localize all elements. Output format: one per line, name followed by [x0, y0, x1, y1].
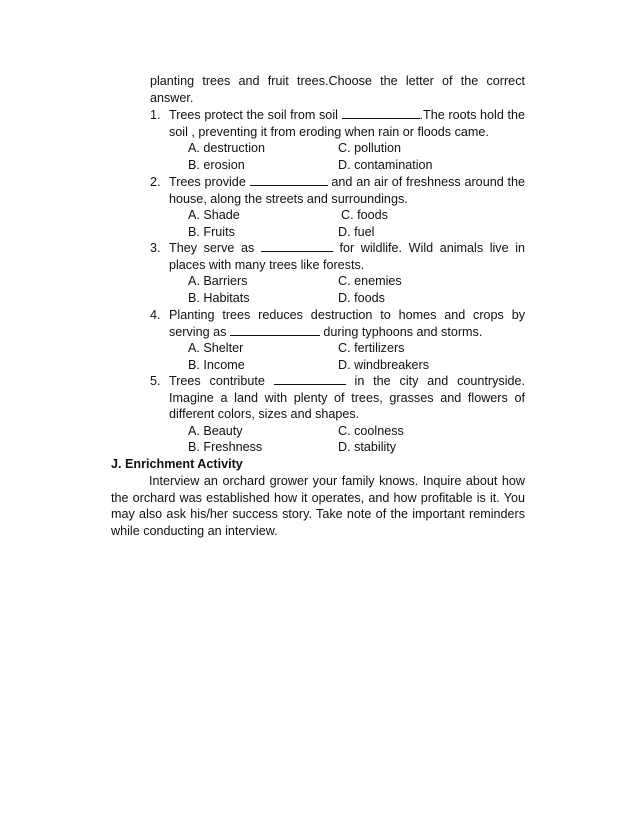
question-stem: Trees protect the soil from soil .The roots hold the soil , preventing it from eroding when rain or floods came. [169, 108, 525, 139]
question-number: 2. [150, 175, 161, 189]
question-stem: Trees provide and an air of freshness around the house, along the streets and surroundings. [169, 175, 525, 206]
option-c: C. foods [341, 208, 388, 223]
question-number: 5. [150, 374, 161, 388]
options-row [150, 290, 525, 307]
options-row [150, 340, 525, 357]
options-row [150, 207, 525, 224]
answer-blank [250, 174, 328, 186]
option-b: B. Freshness [188, 440, 263, 455]
answer-blank [261, 240, 333, 252]
option-b: B. Habitats [188, 290, 250, 305]
option-d: D. foods [338, 290, 385, 305]
option-c: C. coolness [338, 423, 404, 438]
section-paragraph: Interview an orchard grower your family knows. Inquire about how the orchard was established how it operates, and how profitable is it. You may also ask his/her success story. Take note of the important reminders while conducting an interview. [111, 474, 525, 538]
option-a: A. Shelter [188, 341, 244, 356]
question-number: 4. [150, 308, 161, 322]
answer-blank [342, 107, 420, 119]
option-d: D. fuel [338, 224, 375, 239]
option-a: A. destruction [188, 141, 266, 156]
question-1 [150, 107, 525, 173]
options-row [150, 423, 525, 440]
option-b: B. erosion [188, 157, 245, 172]
option-d: D. stability [338, 440, 397, 455]
option-a: A. Shade [188, 208, 240, 223]
question-5 [150, 373, 525, 456]
options-row [150, 224, 525, 241]
question-stem: They serve as for wildlife. Wild animals live in places with many trees like forests. [169, 241, 525, 272]
options-row [150, 157, 525, 174]
option-a: A. Beauty [188, 423, 243, 438]
option-b: B. Income [188, 357, 245, 372]
option-c: C. enemies [338, 274, 402, 289]
question-stem: Trees contribute in the city and countryside. Imagine a land with plenty of trees, grasses and flowers of different colors, sizes and shapes. [169, 374, 525, 422]
options-row [150, 439, 525, 456]
question-stem: Planting trees reduces destruction to homes and crops by serving as during typhoons and storms. [169, 308, 525, 339]
question-number: 3. [150, 241, 161, 255]
option-d: D. windbreakers [338, 357, 429, 372]
question-2 [150, 174, 525, 240]
question-number: 1. [150, 108, 161, 122]
option-d: D. contamination [338, 157, 433, 172]
answer-blank [274, 373, 346, 385]
option-a: A. Barriers [188, 274, 248, 289]
question-4 [150, 307, 525, 373]
intro-text: planting trees and fruit trees.Choose the letter of the correct answer. [150, 74, 525, 105]
option-c: C. pollution [338, 141, 402, 156]
options-row [150, 357, 525, 374]
question-3 [150, 240, 525, 306]
answer-blank [230, 324, 320, 336]
section-heading: J. Enrichment Activity [111, 457, 243, 471]
options-row [150, 140, 525, 157]
option-c: C. fertilizers [338, 341, 405, 356]
option-b: B. Fruits [188, 224, 235, 239]
options-row [150, 273, 525, 290]
